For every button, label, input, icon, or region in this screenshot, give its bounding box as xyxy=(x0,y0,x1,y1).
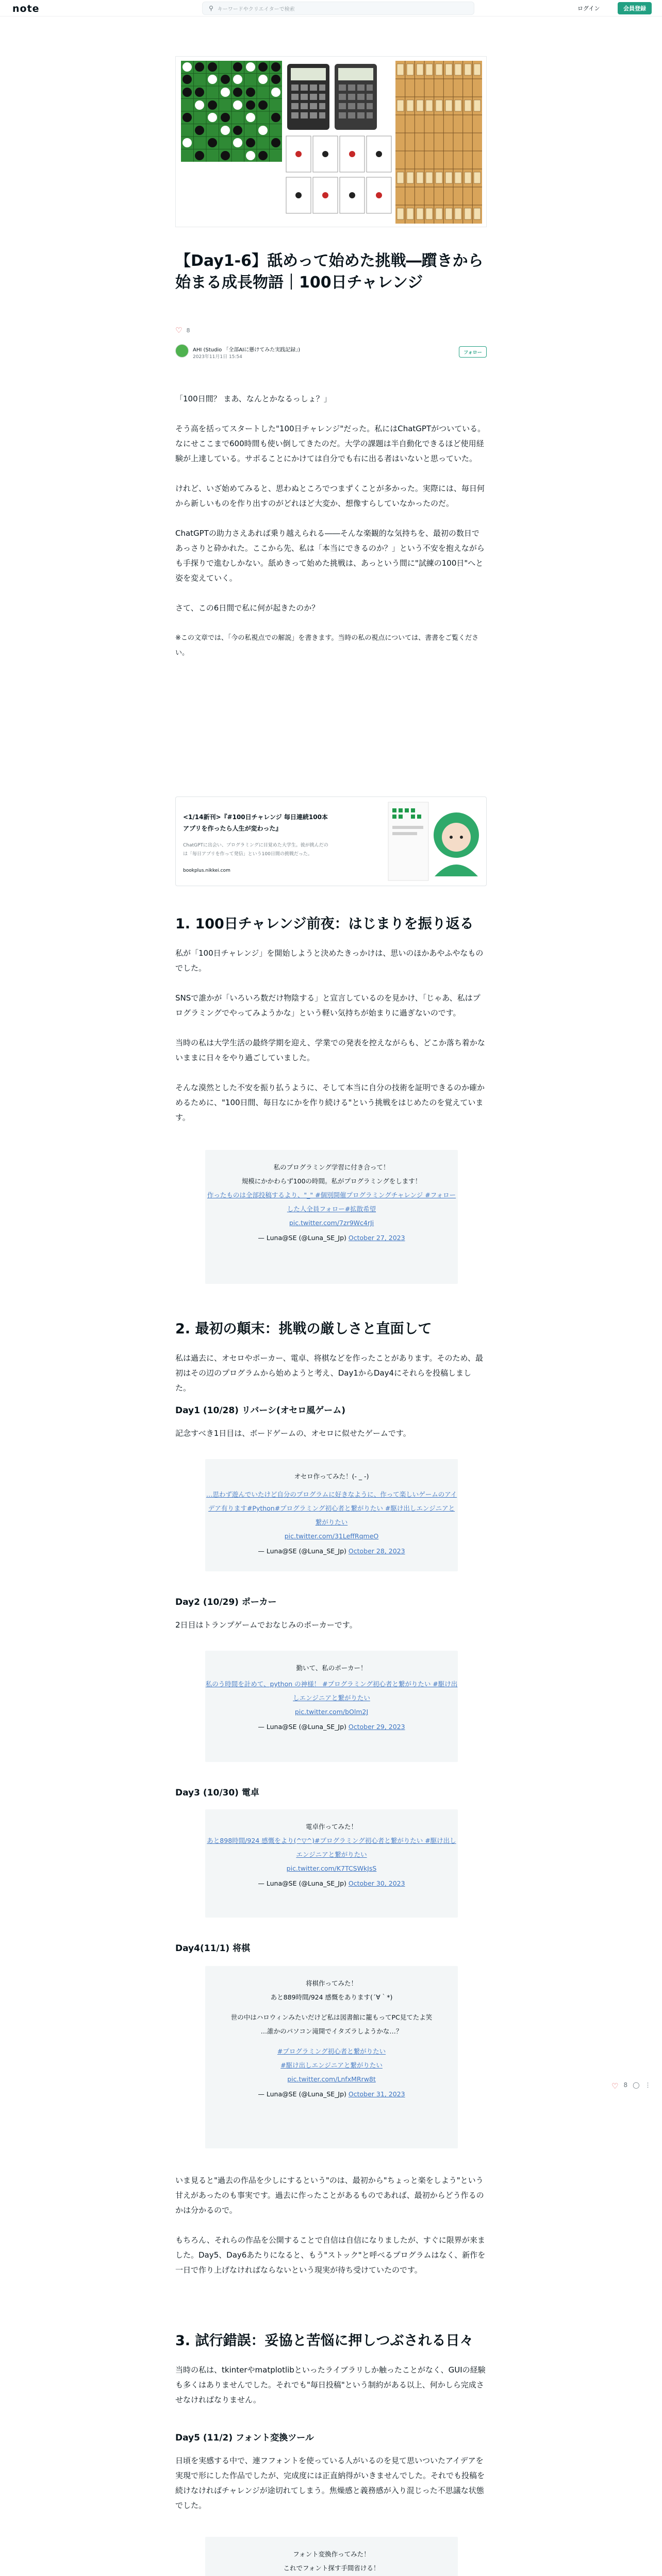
paragraph: ChatGPTの助力さえあれば乗り越えられる――そんな楽観的な気持ちを、最初の数日であっさりと砕かれた。ここから先、私は「本当にできるのか？」という不安を抱えながらも手探りで進むしかない。舐めきって始めた挑戦は、あっという間に"試練の100日"へと姿を変えていく。 xyxy=(175,529,485,583)
like-count: 8 xyxy=(623,2081,628,2089)
search-icon: ⚲ xyxy=(209,5,213,12)
follow-button[interactable]: フォロー xyxy=(459,346,487,358)
link-card-url: bookplus.nikkei.com xyxy=(183,868,230,873)
link-card[interactable] xyxy=(175,796,487,886)
section-3-heading: 3. 試行錯誤：妥協と苦悩に押しつぶされる日々 xyxy=(175,2333,474,2349)
day1-text: 記念すべき1日目は、ボードゲームの、オセロに似せたゲームです。 xyxy=(175,1429,411,1438)
heart-icon[interactable]: ♡ xyxy=(175,326,183,335)
share-icon[interactable]: ◯ xyxy=(633,2081,640,2089)
section-3-intro: 当時の私は、tkinterやmatplotlibといったライブラリしか触ったことがなく、GUIの経験も多くはありませんでした。それでも"毎日投稿"という制約がある以上、何かしら完成させなければなりません。 xyxy=(175,2365,486,2404)
note-logo[interactable]: note xyxy=(12,3,40,14)
paragraph: 「100日間？ まあ、なんとかなるっしょ？」 xyxy=(175,394,332,403)
paragraph: 当時の私は大学生活の最終学期を迎え、学業での発表を控えながらも、どこか落ち着かないままに日々をやり過ごしていました。 xyxy=(175,1038,485,1062)
day3-heading: Day3 (10/30) 電卓 xyxy=(175,1788,259,1798)
day5-heading: Day5 (11/2) フォント変換ツール xyxy=(175,2433,314,2443)
paragraph: SNSで誰かが「いろいろ数だけ物陰する」と宣言しているのを見かけ、「じゃあ、私はプログラミングでやってみようかな」という軽い気持ちが始まりに過ぎないのです。 xyxy=(175,993,481,1018)
day5-text: 日頃を実感する中で、連フフォントを使っている人がいるのを見て思いついたアイデアを実現で形にした作品でしたが、完成度には正直納得がいきませんでした。それでも投稿を続けなければチャレンジが途切れてしまう。焦燥感と義務感が入り混じった不思議な状態でした。 xyxy=(175,2456,485,2510)
article-header xyxy=(175,250,487,294)
hero-image xyxy=(175,56,487,227)
tweet-embed[interactable]: 電卓作ってみた！ あと898時間/924 感慨をより(^▽^)#プログラミング初心者と繋がりたい #駆け出しエンジニアと繋がりたい pic.twitter.com/K7TCSWkJsS — Luna@SE (@Luna_SE_Jp) October 30, 2023 xyxy=(205,1809,458,1918)
link-card-desc: ChatGPTに出会い、プログラミングに目覚めた大学生。彼が挑んだのは「毎日アプリを作って発信」という100日間の挑戦だった。 xyxy=(183,843,328,857)
like-row xyxy=(175,326,190,335)
search-box[interactable] xyxy=(202,2,474,15)
paragraph: 私が「100日チャレンジ」を開始しようと決めたきっかけは、思いのほかあやふやなものでした。 xyxy=(175,948,484,973)
login-link[interactable]: ログイン xyxy=(577,5,600,12)
section-2-outro: いま見ると"過去の作品を少しにするという"のは、最初から"ちょっと楽をしよう"という甘えがあったのも事実です。過去に作ったことがあるものであれば、最初からどう作るのかは分かるので。 もちろん、それらの作品を公開することで自信は自信になりましたが、すぐに限界が来ました。Day5、Day6あたりになると、もう"ストック"と呼べるプログラムはなく、新作を一日で作り上げなければならないという現実が待ち受けていたのです。 xyxy=(175,2176,486,2275)
day4-heading: Day4(11/1) 将棋 xyxy=(175,1943,251,1954)
tweet-embed[interactable]: 私のプログラミング学習に付き合って！ 規模にかかわらず100の時間。私がプログラミングをします！ 作ったものは全部投稿するより、"_" #個別開催プログラミングチャレンジ #フォローした人全員フォロー#拡散希望 pic.twitter.com/7zr9Wc4rJi — Luna@SE (@Luna_SE_Jp) October 27, 2023 xyxy=(205,1150,458,1284)
article-title: 【Day1-6】舐めって始めた挑戦―躓きから始まる成長物語｜100日チャレンジ xyxy=(175,252,484,292)
signup-button[interactable]: 会員登録 xyxy=(618,2,652,14)
paragraph: ※この文章では、「今の私視点での解説」を書きます。当時の私の視点については、書書をご覧ください。 xyxy=(175,634,479,657)
paragraph: さて、この6日間で私に何が起きたのか？ xyxy=(175,603,320,613)
tweet-date-link[interactable]: October 27, 2023 xyxy=(348,1234,405,1242)
paragraph: そう高を括ってスタートした"100日チャレンジ"だった。私にはChatGPTがついている。なにせここまで600時間も使い倒してきたのだ。大学の課題は半自動化できるほど使用経験が上達している。サポることにかけては自分でも右に出る者はいないと思っていた。 xyxy=(175,424,486,463)
like-count: 8 xyxy=(186,327,190,334)
hashtag-link[interactable]: 作ったものは全部投稿するより、"_" #個別開催プログラミングチャレンジ #フォローした人全員フォロー#拡散希望 xyxy=(207,1191,456,1213)
heart-icon[interactable]: ♡ xyxy=(611,2081,619,2091)
more-icon[interactable]: ⋮ xyxy=(644,2081,651,2089)
section-2-intro: 私は過去に、オセロやポーカー、電卓、将棋などを作ったことがあります。そのため、最初はその辺のプログラムから始めようと考え、Day1からDay4にそれらを投稿しました。 xyxy=(175,1353,483,1393)
site-header xyxy=(0,0,662,16)
link-card-title: <1/14新刊>『#100日チャレンジ 毎日連続100本アプリを作ったら人生が変わった』 xyxy=(183,814,328,832)
tweet-embed[interactable]: 勤いて、私のポーカー！ 私のう時間を計めて、python の神様！ #プログラミング初心者と繋がりたい #駆け出しエンジニアと繋がりたい pic.twitter.com/bOlm2J — Luna@SE (@Luna_SE_Jp) October 29, 2023 xyxy=(205,1651,458,1762)
author-name[interactable]: AHI (Studio 「全部AIに懸けてみた実践記録」) xyxy=(193,347,301,353)
paragraph: そんな漠然とした不安を振り払うように、そして本当に自分の技術を証明できるのか確かめるために、"100日間、毎日なにかを作り続ける"という挑戦をはじめたのを覚えています。 xyxy=(175,1083,485,1122)
day2-text: 2日目はトランプゲームでおなじみのポーカーです。 xyxy=(175,1620,357,1630)
author-row xyxy=(175,344,487,362)
tweet-embed[interactable]: オセロ作ってみた！(- _ -) …思わず遊んでいたけど自分のプログラムに好きなように、作って楽しいゲームのアイデア有ります#Python#プログラミング初心者と繋がりたい #駆け出しエンジニアと繋がりたい pic.twitter.com/31LeffRqmeO — Luna@SE (@Luna_SE_Jp) October 28, 2023 xyxy=(205,1459,458,1571)
search-placeholder: キーワードやクリエイターで検索 xyxy=(217,6,295,12)
section-1-body xyxy=(175,946,487,1125)
day2-heading: Day2 (10/29) ポーカー xyxy=(175,1597,277,1607)
side-actions xyxy=(611,2081,651,2091)
section-1-heading: 1. 100日チャレンジ前夜：はじまりを振り返る xyxy=(175,916,474,932)
publish-date: 2023年11月1日 15:54 xyxy=(193,354,242,360)
section-2-heading: 2. 最初の顛末：挑戦の厳しさと直面して xyxy=(175,1321,432,1337)
avatar[interactable] xyxy=(175,344,189,358)
book-cover-image xyxy=(384,799,485,884)
pic-link[interactable]: pic.twitter.com/7zr9Wc4rJi xyxy=(289,1219,374,1227)
tweet-embed[interactable]: 将棋作ってみた！ あと889時間/924 感慨をあります(´∀｀*) 世の中はハロウィンみたいだけど私は図書館に籠もってPC見てたよ笑 …誰かのパソコン滝開でイタズラしようかな…？ #プログラミング初心者と繋がりたい #駆け出しエンジニアと繋がりたい pic.twitter.com/LnfxMRrw8t — Luna@SE (@Luna_SE_Jp) October 31, 2023 xyxy=(205,1966,458,2148)
article-intro xyxy=(175,392,487,660)
paragraph: けれど、いざ始めてみると、思わぬところでつまずくことが多かった。実際には、毎日何から新しいものを作り出すのがどれほど大変か、想像すらしていなかったのだ。 xyxy=(175,484,485,508)
day1-heading: Day1 (10/28) リバーシ(オセロ風ゲーム) xyxy=(175,1405,346,1416)
tweet-embed[interactable]: フォント変換作ってみた！ これでフォント探す手間省ける！ xyxy=(205,2537,458,2576)
